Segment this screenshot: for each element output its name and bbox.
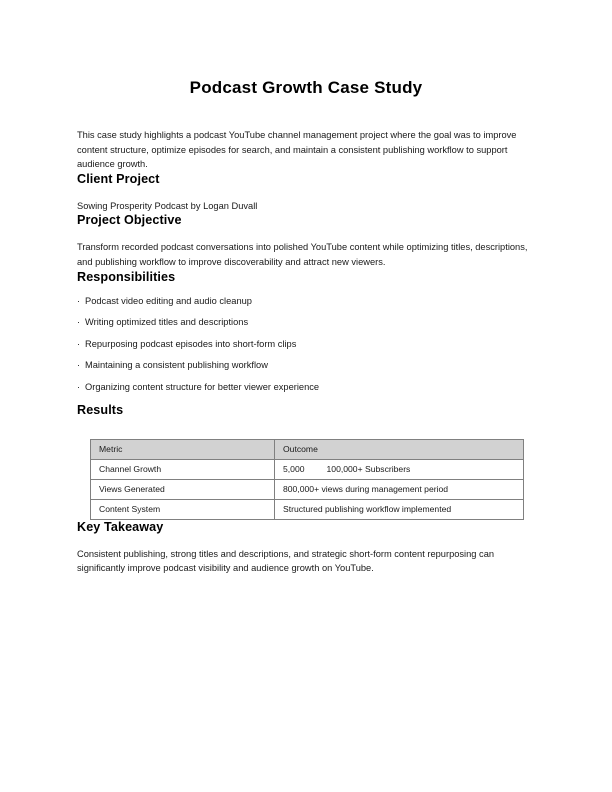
list-item-label: Repurposing podcast episodes into short-form clips (85, 338, 297, 349)
bullet-icon: · (77, 360, 81, 371)
table-header-row (91, 439, 524, 459)
table-row (91, 459, 524, 479)
table-cell-outcome (275, 459, 524, 479)
list-item-label: Writing optimized titles and descriptions (85, 317, 249, 328)
outcome-before-value: 5,000 (283, 463, 305, 474)
section-heading-client-project: Client Project (77, 171, 160, 186)
responsibilities-list (77, 295, 535, 394)
bullet-icon: · (77, 338, 81, 349)
table-cell-metric: Views Generated (91, 479, 275, 499)
bullet-icon: · (77, 317, 81, 328)
list-item (77, 316, 535, 329)
list-item (77, 295, 535, 308)
table-cell-outcome: Structured publishing workflow implemented (275, 499, 524, 519)
list-item-label: Podcast video editing and audio cleanup (85, 295, 252, 306)
page-title: Podcast Growth Case Study (189, 78, 423, 97)
results-table (90, 439, 524, 520)
section-heading-responsibilities: Responsibilities (77, 269, 176, 284)
bullet-icon: · (77, 295, 81, 306)
table-row (91, 479, 524, 499)
table-cell-metric: Channel Growth (91, 459, 275, 479)
section-heading-results: Results (77, 402, 124, 417)
table-column-header-outcome: Outcome (275, 439, 524, 459)
list-item-label: Organizing content structure for better viewer experience (85, 381, 320, 392)
table-cell-outcome: 800,000+ views during management period (275, 479, 524, 499)
section-heading-project-objective: Project Objective (77, 213, 182, 228)
project-objective-text: Transform recorded podcast conversations into polished YouTube content while optimizing titles, descriptions, and publishing workflow to improve discoverability and attract new viewers. (77, 242, 528, 267)
list-item (77, 359, 535, 372)
outcome-after-value: 100,000+ Subscribers (326, 463, 411, 474)
list-item (77, 381, 535, 394)
section-heading-key-takeaway: Key Takeaway (77, 519, 164, 534)
table-column-header-metric: Metric (91, 439, 275, 459)
bullet-icon: · (77, 381, 81, 392)
client-project-text: Sowing Prosperity Podcast by Logan Duvall (77, 200, 258, 211)
intro-paragraph: This case study highlights a podcast YouTube channel management project where the goal was to improve content structure, optimize episodes for search, and maintain a consistent publishing workflow to support audience growth. (77, 130, 517, 170)
document-body (77, 128, 535, 576)
list-item-label: Maintaining a consistent publishing workflow (85, 360, 268, 371)
table-row (91, 499, 524, 519)
list-item (77, 338, 535, 351)
key-takeaway-text: Consistent publishing, strong titles and descriptions, and strategic short-form content repurposing can significantly improve podcast visibility and audience growth on YouTube. (77, 548, 495, 574)
table-cell-metric: Content System (91, 499, 275, 519)
